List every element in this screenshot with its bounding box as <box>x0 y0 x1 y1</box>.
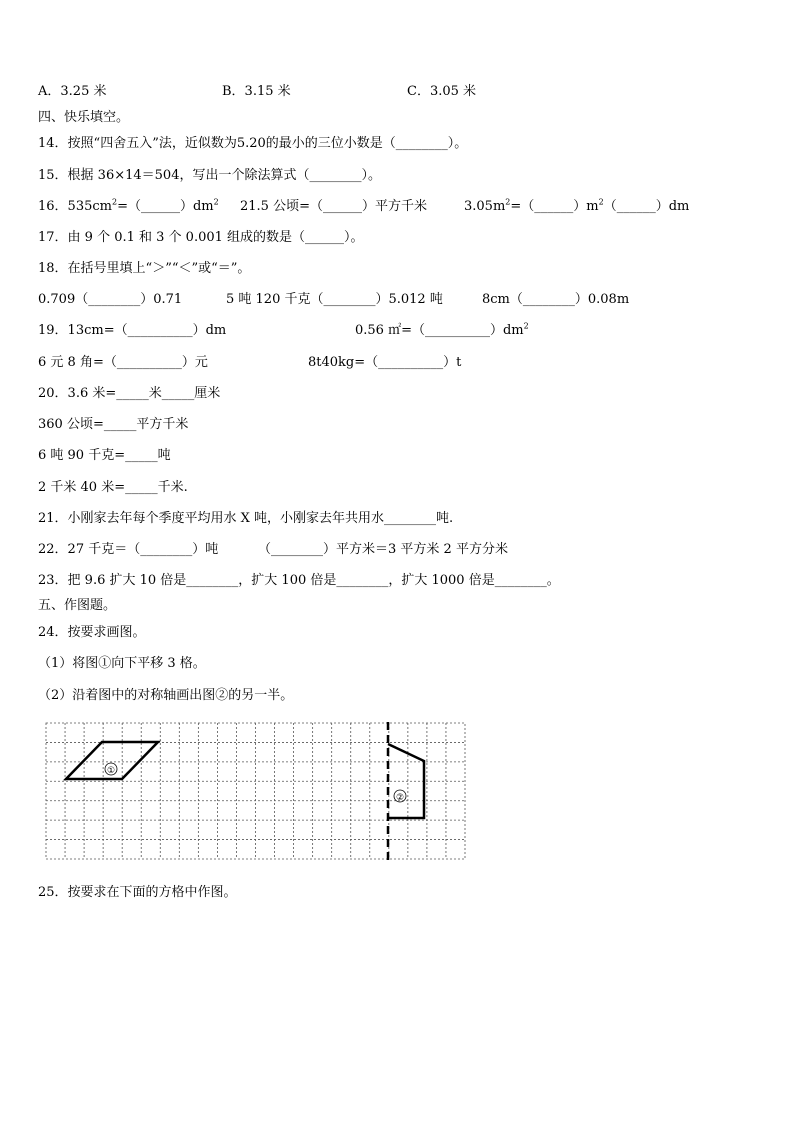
question-15: 15．根据 36×14＝504，写出一个除法算式（________）。 <box>38 168 381 183</box>
question-22-part2: （________）平方米＝3 平方米 2 平方分米 <box>258 542 508 557</box>
question-19-part4: 8t40kg=（__________）t <box>308 355 462 370</box>
question-25: 25．按要求在下面的方格中作图。 <box>38 885 237 900</box>
question-24-1: （1）将图①向下平移 3 格。 <box>38 656 206 671</box>
figure-1-label: ① <box>106 766 116 776</box>
question-16-part2: 21.5 公顷=（______）平方千米 <box>240 199 427 214</box>
option-b: B．3.15 米 <box>222 84 291 99</box>
question-20-line: 2 千米 40 米=_____千米. <box>38 480 188 495</box>
question-16-part1: 16．$535cm^2=(\_\_\_\_\_\_)dm^2$ <box>38 197 219 214</box>
question-18-item: 5 吨 120 千克（________）5.012 吨 <box>226 292 443 307</box>
question-18-item: 0.709（________）0.71 <box>38 292 183 307</box>
question-17: 17．由 9 个 0.1 和 3 个 0.001 组成的数是（______）。 <box>38 230 364 245</box>
question-24: 24．按要求画图。 <box>38 625 146 640</box>
question-20-line: 20．3.6 米=_____米_____厘米 <box>38 386 221 401</box>
question-18-item: 8cm（________）0.08m <box>482 292 630 307</box>
question-14: 14．按照“四舍五入”法，近似数为5.20的最小的三位小数是（________）。 <box>38 136 468 151</box>
grid-svg <box>45 722 467 862</box>
question-22-part1: 22．27 千克＝（________）吨 <box>38 542 219 557</box>
question-16-part3: $3.05m^2=(\_\_\_\_\_\_)m^2(\_\_\_\_\_\_)dm$ <box>464 197 690 214</box>
question-19-part1: 19．13cm=（__________）dm <box>38 323 227 338</box>
question-24-2: （2）沿着图中的对称轴画出图②的另一半。 <box>38 688 294 703</box>
section5-title: 五、作图题。 <box>38 598 117 613</box>
drawing-grid <box>45 722 467 866</box>
question-23: 23．把 9.6 扩大 10 倍是________，扩大 100 倍是________，扩大 1000 倍是________。 <box>38 573 560 588</box>
grid-lines <box>46 723 465 859</box>
option-c: C．3.05 米 <box>407 84 477 99</box>
section4-title: 四、快乐填空。 <box>38 110 130 125</box>
option-a: A．3.25 米 <box>38 84 107 99</box>
question-20-line: 360 公顷=_____平方千米 <box>38 417 189 432</box>
question-21: 21．小刚家去年每个季度平均用水 X 吨，小刚家去年共用水________吨. <box>38 511 454 526</box>
question-19-part2: 0.56 $㎡=(\_\_\_\_\_\_\_\_\_\_)dm^2$ <box>355 321 529 338</box>
question-18-title: 18．在括号里填上“＞”“＜”或“＝”。 <box>38 261 251 276</box>
question-20-line: 6 吨 90 千克=_____吨 <box>38 448 171 463</box>
question-19-part3: 6 元 8 角=（__________）元 <box>38 355 208 370</box>
figure-2-label: ② <box>395 793 405 803</box>
